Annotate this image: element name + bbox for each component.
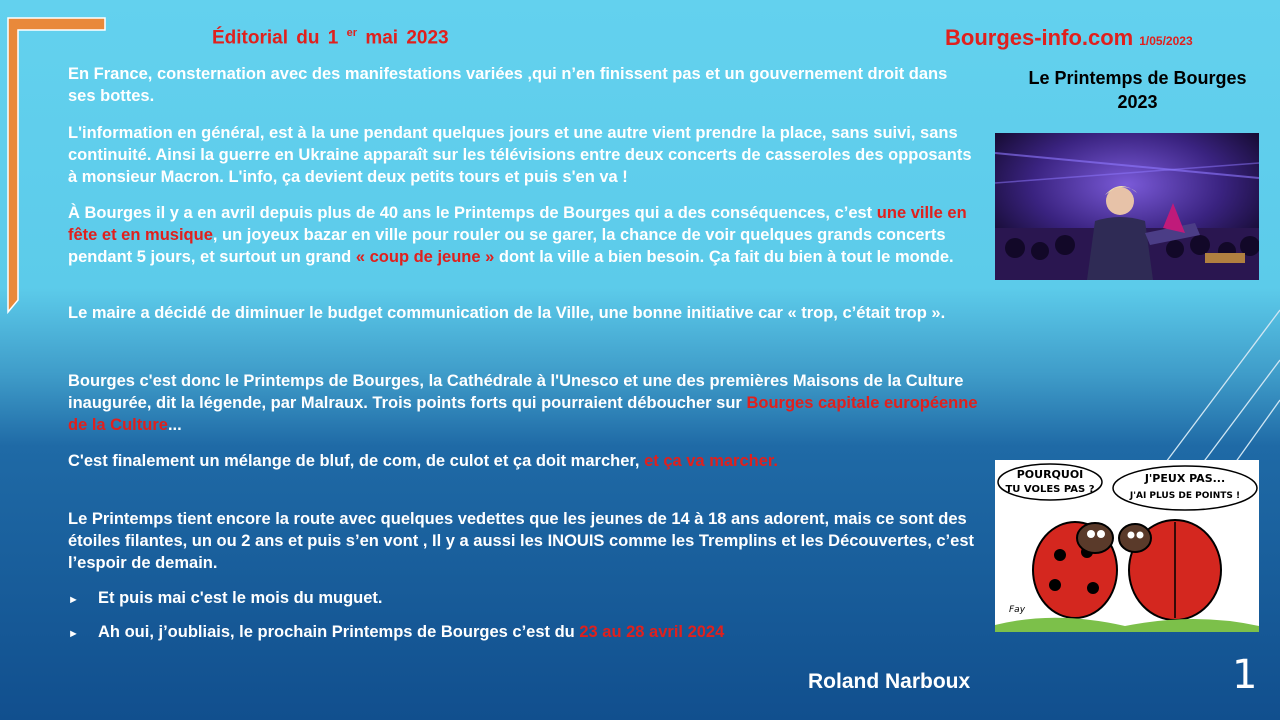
paragraph-5-text-b: ... bbox=[167, 416, 182, 434]
editorial-title-sup: er bbox=[346, 27, 358, 39]
site-name: Bourges-info.com bbox=[945, 25, 1134, 50]
bullet-item-1 bbox=[68, 587, 382, 611]
ladybug-cartoon bbox=[995, 460, 1259, 632]
paragraph-5-text-a: Bourges c'est donc le Printemps de Bourges, la Cathédrale à l'Unesco et une des premières Maisons de la Culture inaugurée, dit la légende, par Malraux. Trois points forts qui pourraient déboucher sur bbox=[68, 372, 964, 412]
bullet-item-2-highlight: 23 au 28 avril 2024 bbox=[579, 623, 725, 641]
concert-photo-icon bbox=[995, 133, 1259, 280]
paragraph-3-highlight-2: « coup de jeune » bbox=[355, 248, 495, 266]
slide-number: 1 bbox=[1232, 652, 1258, 698]
paragraph-3 bbox=[68, 202, 978, 268]
bullet-item-2 bbox=[68, 621, 724, 645]
site-date: 1/05/2023 bbox=[1139, 34, 1193, 48]
side-title-line2: 2023 bbox=[1117, 92, 1158, 112]
paragraph-6 bbox=[68, 450, 978, 472]
side-title bbox=[1000, 66, 1275, 114]
paragraph-3-text-a: À Bourges il y a en avril depuis plus de 40 ans le Printemps de Bourges qui a des conséquences, c’est bbox=[68, 204, 877, 222]
cartoon-speech-2b: J'AI PLUS DE POINTS ! bbox=[1129, 491, 1241, 501]
bullet-item-1-text: Et puis mai c'est le mois du muguet. bbox=[98, 589, 383, 607]
ladybug-cartoon-icon bbox=[995, 460, 1259, 632]
cartoon-speech-2a: J'PEUX PAS... bbox=[1144, 472, 1226, 485]
paragraph-1: En France, consternation avec des manifestations variées ,qui n’en finissent pas et un gouvernement droit dans ses bottes. bbox=[68, 65, 948, 105]
paragraph-2: L'information en général, est à la une pendant quelques jours et une autre vient prendre la place, sans suivi, sans continuité. Ainsi la guerre en Ukraine apparaît sur les télévisions entre deux concerts de casseroles des opposants à monsieur Macron. L'info, ça devient deux petits tours et puis s'en va ! bbox=[68, 124, 972, 186]
paragraph-6-text: C'est finalement un mélange de bluf, de com, de culot et ça doit marcher, bbox=[68, 452, 645, 470]
paragraph-5-highlight: Bourges capitale européenne de la Culture bbox=[68, 394, 978, 434]
paragraph-6-highlight: et ça va marcher. bbox=[644, 452, 778, 470]
editorial-title-date: mai 2023 bbox=[365, 27, 449, 49]
paragraph-7: Le Printemps tient encore la route avec quelques vedettes que les jeunes de 14 à 18 ans adorent, mais ce sont des étoiles filantes, un ou 2 ans et puis s’en vont , Il y a aussi les INOUIS comme les Tremplins et les Découvertes, c’est l’espoir de demain. bbox=[68, 510, 974, 572]
bullet-arrow-icon: ► bbox=[68, 628, 79, 640]
editorial-title-text: Éditorial du 1 bbox=[212, 27, 339, 49]
author-signature: Roland Narboux bbox=[808, 670, 971, 693]
side-title-line1: Le Printemps de Bourges bbox=[1028, 68, 1247, 88]
cartoon-speech-1b: TU VOLES PAS ? bbox=[1005, 484, 1095, 495]
paragraph-5 bbox=[68, 370, 978, 436]
site-header bbox=[945, 25, 1193, 51]
cartoon-artist: Fay bbox=[1009, 605, 1026, 615]
bullet-item-2-text: Ah oui, j’oubliais, le prochain Printemps de Bourges c’est du bbox=[98, 623, 580, 641]
concert-photo bbox=[995, 133, 1259, 280]
paragraph-3-highlight-1: une ville en fête et en musique bbox=[68, 204, 967, 244]
paragraph-4: Le maire a décidé de diminuer le budget communication de la Ville, une bonne initiative car « trop, c’était trop ». bbox=[68, 304, 946, 322]
paragraph-3-text-c: dont la ville a bien besoin. Ça fait du bien à tout le monde. bbox=[494, 248, 954, 266]
paragraph-3-text-b: , un joyeux bazar en ville pour rouler ou se garer, la chance de voir quelques grands concerts pendant 5 jours, et surtout un grand bbox=[68, 226, 946, 266]
cartoon-speech-1a: POURQUOI bbox=[1016, 468, 1084, 481]
bullet-arrow-icon: ► bbox=[68, 594, 79, 606]
editorial-title bbox=[212, 27, 449, 49]
